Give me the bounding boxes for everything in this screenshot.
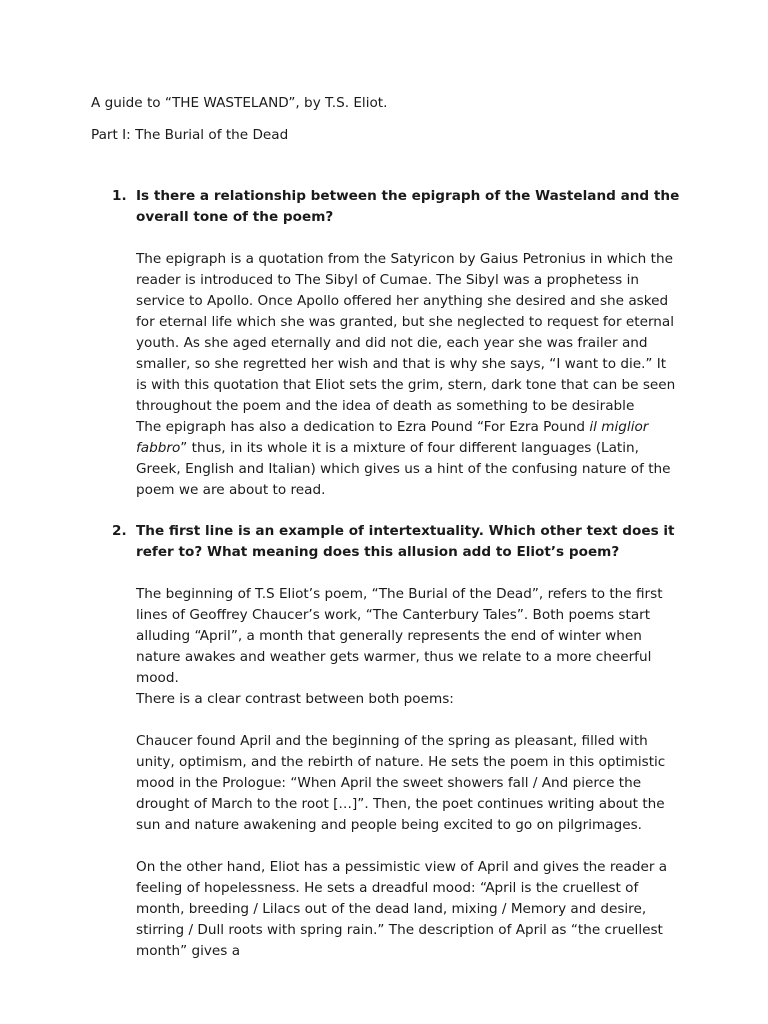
dedication-italic-phrase: il miglior fabbro xyxy=(136,419,649,456)
question-number: 1. xyxy=(112,188,127,204)
document-title: A guide to “THE WASTELAND”, by T.S. Eliot. xyxy=(91,95,388,111)
dedication-text-before: The epigraph has also a dedication to Ezra Pound “For Ezra Pound xyxy=(136,419,590,435)
question-text: Is there a relationship between the epigraph of the Wasteland and the overall tone of the poem? xyxy=(136,188,680,225)
question-item-1 xyxy=(0,186,768,501)
answer-paragraph: On the other hand, Eliot has a pessimistic view of April and gives the reader a feeling of hopelessness. He sets a dreadful mood: “April is the cruellest of month, breeding / Lilacs out of the dead land, mixing / Memory and desire, stirring / Dull roots with spring rain.” The description of April as “the cruellest month” gives a xyxy=(136,859,668,959)
answer-paragraph: Chaucer found April and the beginning of the spring as pleasant, filled with unity, optimism, and the rebirth of nature. He sets the poem in this optimistic mood in the Prologue: “When April the sweet showers fall / And pierce the drought of March to the root […]”. Then, the poet continues writing about the sun and nature awakening and people being excited to go on pilgrimages. xyxy=(136,733,666,833)
question-list xyxy=(0,186,768,982)
answer-paragraph: There is a clear contrast between both poems: xyxy=(136,691,454,707)
dedication-paragraph xyxy=(136,417,681,501)
answer-paragraph: The epigraph is a quotation from the Satyricon by Gaius Petronius in which the reader is introduced to The Sibyl of Cumae. The Sibyl was a prophetess in service to Apollo. Once Apollo offered her anything she desired and she asked for eternal life which she was granted, but she neglected to request for eternal youth. As she aged eternally and did not die, each year she was frailer and smaller, so she regretted her wish and that is why she says, “I want to die.” It is with this quotation that Eliot sets the grim, stern, dark tone that can be seen throughout the poem and the idea of death as something to be desirable xyxy=(136,251,676,414)
question-item-2 xyxy=(0,521,768,962)
question-number: 2. xyxy=(112,523,127,539)
document-subtitle: Part I: The Burial of the Dead xyxy=(91,127,289,143)
answer-paragraph: The beginning of T.S Eliot’s poem, “The Burial of the Dead”, refers to the first lines of Geoffrey Chaucer’s work, “The Canterbury Tales”. Both poems start alluding “April”, a month that generally represents the end of winter when nature awakes and weather gets warmer, thus we relate to a more cheerful mood. xyxy=(136,586,663,686)
question-text: The first line is an example of intertextuality. Which other text does it refer to? What meaning does this allusion add to Eliot’s poem? xyxy=(136,523,675,560)
dedication-text-after: ” thus, in its whole it is a mixture of four different languages (Latin, Greek, English and Italian) which gives us a hint of the confusing nature of the poem we are about to read. xyxy=(136,440,671,498)
